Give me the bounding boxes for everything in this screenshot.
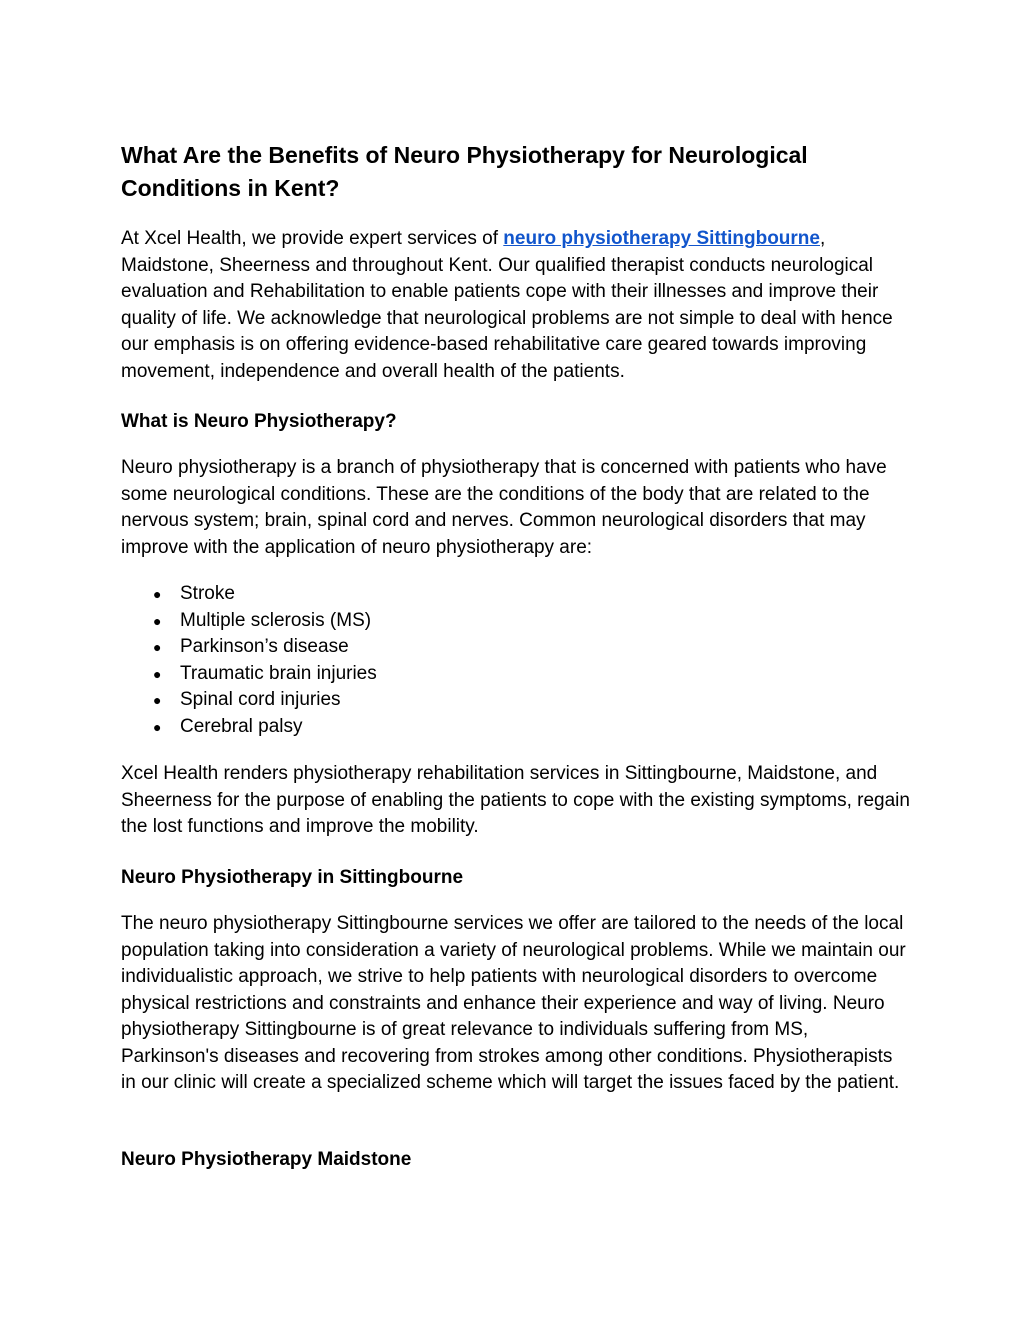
list-item-text: Cerebral palsy bbox=[180, 715, 303, 737]
intro-paragraph bbox=[121, 226, 911, 385]
bullet-icon: ● bbox=[153, 639, 162, 655]
list-item bbox=[121, 687, 911, 714]
list-item-text: Traumatic brain injuries bbox=[180, 662, 377, 684]
list-item-text: Multiple sclerosis (MS) bbox=[180, 609, 372, 631]
list-item bbox=[121, 634, 911, 661]
intro-text-start: At Xcel Health, we provide expert services of bbox=[121, 228, 504, 249]
section-after-list-paragraph: Xcel Health renders physiotherapy rehabilitation services in Sittingbourne, Maidstone, and Sheerness for the purpose of enabling the patients to cope with the existing symptoms, regain the lost functions and improve the mobility. bbox=[121, 763, 910, 837]
list-item bbox=[121, 581, 911, 608]
conditions-list bbox=[121, 581, 911, 740]
bullet-icon: ● bbox=[153, 612, 162, 629]
intro-text-end: , Maidstone, Sheerness and throughout Kent. Our qualified therapist conducts neurological evaluation and Rehabilitation to enable patients cope with their illnesses and improve their quality of life. We acknowledge that neurological problems are not simple to deal with hence our emphasis is on offering evidence-based rehabilitative care geared towards improving movement, independence and overall health of the patients. bbox=[121, 228, 893, 382]
section-heading-maidstone: Neuro Physiotherapy Maidstone bbox=[121, 1149, 412, 1170]
neuro-physiotherapy-sittingbourne-link[interactable]: neuro physiotherapy Sittingbourne bbox=[503, 228, 820, 249]
list-item-text: Spinal cord injuries bbox=[180, 689, 341, 710]
list-item-text: Stroke bbox=[180, 583, 235, 604]
section-body-what-is: Neuro physiotherapy is a branch of physiotherapy that is concerned with patients who have some neurological conditions. These are the conditions of the body that are related to the nervous system; brain, spinal cord and nerves. Common neurological disorders that may improve with the application of neuro physiotherapy are: bbox=[121, 457, 887, 558]
list-item-text: Parkinson’s disease bbox=[180, 636, 349, 657]
bullet-icon: ● bbox=[153, 718, 162, 735]
list-item bbox=[121, 608, 911, 635]
section-heading-sittingbourne: Neuro Physiotherapy in Sittingbourne bbox=[121, 867, 464, 888]
document-title: What Are the Benefits of Neuro Physiotherapy for Neurological Conditions in Kent? bbox=[121, 142, 808, 201]
list-item bbox=[121, 661, 911, 688]
section-body-sittingbourne: The neuro physiotherapy Sittingbourne services we offer are tailored to the needs of the local population taking into consideration a variety of neurological problems. While we maintain our individualistic approach, we strive to help patients with neurological disorders to overcome physical restrictions and constraints and enhance their experience and way of living. Neuro physiotherapy Sittingbourne is of great relevance to individuals suffering from MS, Parkinson's diseases and recovering from strokes among other conditions. Physiotherapists in our clinic will create a specialized scheme which will target the issues faced by the patient. bbox=[121, 913, 906, 1093]
bullet-icon: ● bbox=[153, 665, 162, 682]
bullet-icon: ● bbox=[153, 692, 162, 708]
bullet-icon: ● bbox=[153, 586, 162, 602]
section-heading-what-is: What is Neuro Physiotherapy? bbox=[121, 411, 397, 432]
list-item bbox=[121, 714, 911, 741]
